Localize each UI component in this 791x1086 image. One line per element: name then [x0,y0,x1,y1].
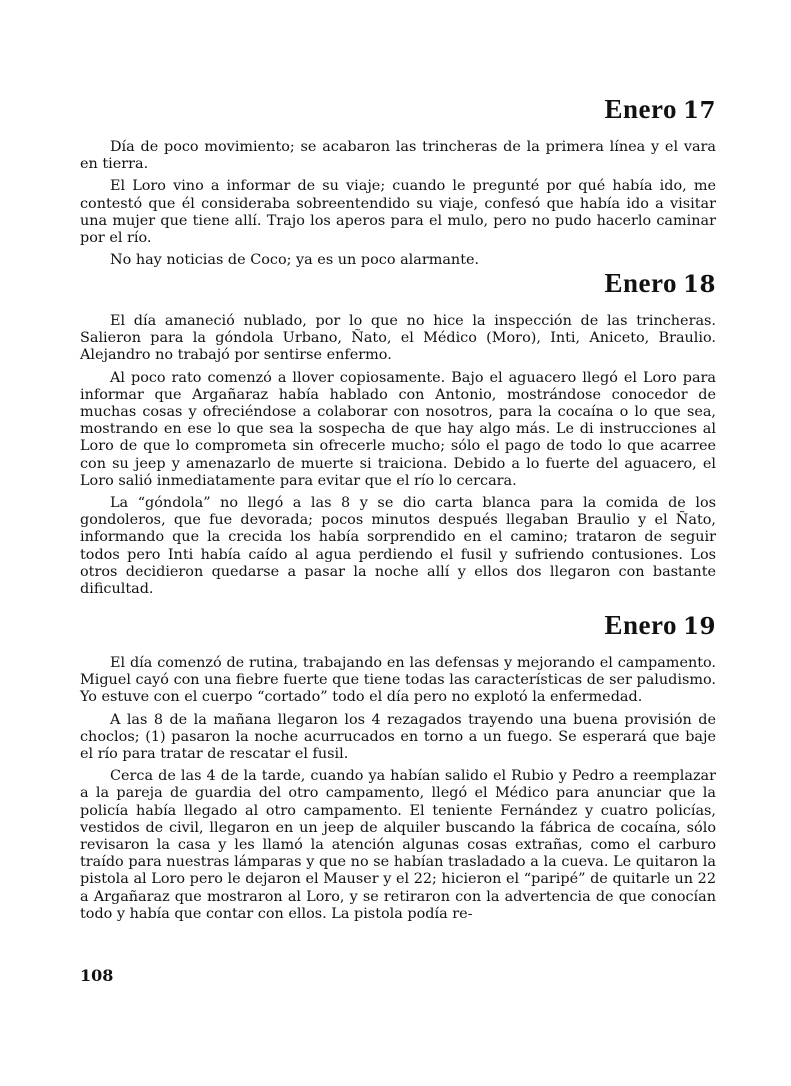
paragraph: El día comenzó de rutina, trabajando en las defensas y mejorando el campamento. Miguel cayó con una fiebre fuerte que tiene todas las características de ser paludismo. Yo estuve con el cuerpo “cortado” todo el día pero no explotó la enfermedad. [80,655,716,706]
diary-entry-enero-18 [80,268,716,603]
diary-entry-enero-19 [80,610,716,928]
paragraph: No hay noticias de Coco; ya es un poco alarmante. [110,252,480,269]
paragraph: La “góndola” no llegó a las 8 y se dio carta blanca para la comida de los gondoleros, que fue devorada; pocos minutos después llegaban Braulio y el Ñato, informando que la crecida los había sorprendido en el camino; trataron de seguir todos pero Inti había caído al agua perdiendo el fusil y sufriendo contusiones. Los otros decidieron quedarse a pasar la noche allí y ellos dos llegaron con bastante dificultad. [80,495,716,598]
entry-month: Enero [604,268,677,298]
page-number: 108 [80,966,114,985]
paragraph: El día amaneció nublado, por lo que no hice la inspección de las trincheras. Salieron para la góndola Urbano, Ñato, el Médico (Moro), Inti, Aniceto, Braulio. Alejandro no trabajó por sentirse enfermo. [80,313,716,364]
entry-heading [80,94,716,125]
entry-month: Enero [604,610,677,640]
paragraph: A las 8 de la mañana llegaron los 4 rezagados trayendo una buena provisión de choclos; (1) pasaron la noche acurrucados en torno a un fuego. Se esperará que baje el río para tratar de rescatar el fusil. [80,711,716,763]
entry-day: 19 [682,613,716,640]
paragraph: Día de poco movimiento; se acabaron las trincheras de la primera línea y el vara en tierra. [80,139,716,173]
diary-entry-enero-17 [80,94,716,274]
entry-month: Enero [604,94,677,124]
paragraph: Al poco rato comenzó a llover copiosamente. Bajo el aguacero llegó el Loro para informar que Argañaraz había hablado con Antonio, mostrándose conocedor de muchas cosas y ofreciéndose a colaborar con nosotros, para la cocaína o lo que sea, mostrando en ese lo que sea la sospecha de que hay algo más. Le di instrucciones al Loro de que lo comprometa sin ofrecerle mucho; sólo el pago de todo lo que acarree con su jeep y amenazarlo de muerte si traiciona. Debido a lo fuerte del aguacero, el Loro salió inmediatamente para evitar que el río lo cercara. [80,369,716,489]
entry-day: 18 [682,271,716,298]
paragraph: El Loro vino a informar de su viaje; cuando le pregunté por qué había ido, me contestó que él consideraba sobreentendido su viaje, confesó que había ido a visitar una mujer que tiene allí. Trajo los aperos para el mulo, pero no pudo hacerlo caminar por el río. [80,178,716,247]
entry-heading [80,268,716,299]
entry-day: 17 [682,97,716,124]
entry-heading [80,610,716,641]
paragraph: Cerca de las 4 de la tarde, cuando ya habían salido el Rubio y Pedro a reemplazar a la pareja de guardia del otro campamento, llegó el Médico para anunciar que la policía había llegado al otro campamento. El teniente Fernández y cuatro policías, vestidos de civil, llegaron en un jeep de alquiler buscando la fábrica de cocaína, sólo revisaron la casa y les llamó la atención algunas cosas extrañas, como el carburo traído para nuestras lámparas y que no se habían trasladado a la cueva. Le quitaron la pistola al Loro pero le dejaron el Mauser y el 22; hicieron el “paripé” de quitarle un 22 a Argañaraz que mostraron al Loro, y se retiraron con la advertencia de que conocían todo y había que contar con ellos. La pistola podía re- [80,768,716,922]
